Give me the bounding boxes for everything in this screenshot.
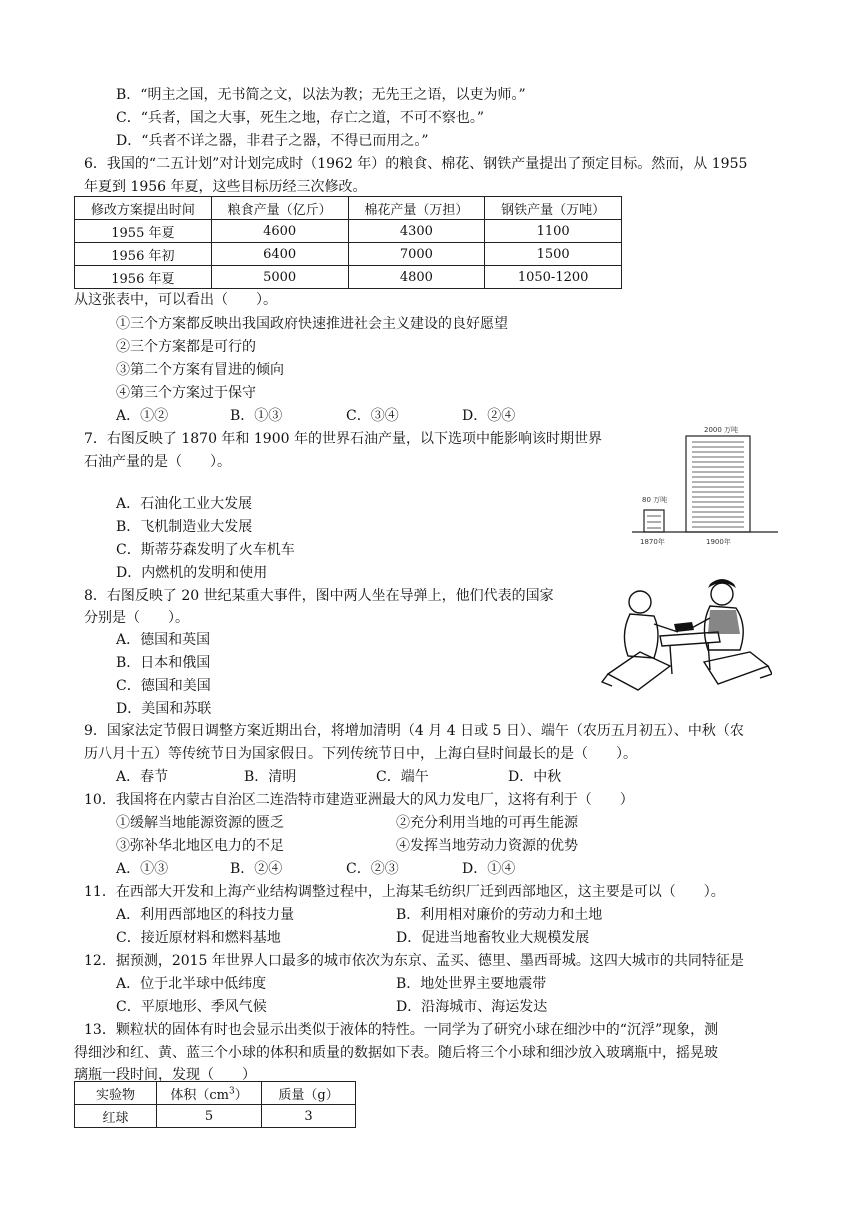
q6-table (74, 196, 622, 289)
table-row (75, 266, 622, 289)
bar-label-1870: 80 万吨 (642, 496, 668, 504)
table-cell: 红球 (75, 1105, 157, 1128)
q11-option-a: A．利用西部地区的科技力量 (116, 907, 295, 923)
q12-option-c: C．平原地形、季风气候 (116, 999, 267, 1015)
q7-option-a: A．石油化工业大发展 (116, 496, 253, 512)
q5-option-d: D．“兵者不详之器，非君子之器，不得已而用之。” (116, 133, 429, 149)
table-header: 质量（g） (262, 1082, 356, 1105)
q13-stem-line2: 得细沙和红、黄、蓝三个小球的体积和质量的数据如下表。随后将三个小球和细沙放入玻璃瓶中，摇晃玻 (74, 1045, 718, 1061)
q10-statement-1: ①缓解当地能源资源的匮乏 (116, 815, 284, 831)
table-cell: 4800 (348, 266, 485, 289)
year-label-1900: 1900年 (706, 538, 731, 546)
q13-table (74, 1081, 356, 1128)
q12-option-d: D．沿海城市、海运发达 (396, 999, 548, 1015)
q10-stem: 10．我国将在内蒙古自治区二连浩特市建造亚洲最大的风力发电厂，这将有利于（ ） (84, 792, 634, 808)
q12-stem: 12．据预测，2015 年世界人口最多的城市依次为东京、孟买、德里、墨西哥城。这四大城市的共同特征是 (84, 953, 744, 969)
q6-statement-4: ④第三个方案过于保守 (116, 385, 256, 401)
table-row (75, 220, 622, 243)
table-header: 修改方案提出时间 (75, 197, 212, 220)
bar-1900-hatching (692, 442, 744, 527)
q10-option-d: D．①④ (462, 861, 516, 877)
q10-option-a: A．①③ (116, 861, 169, 877)
left-figure-head (629, 591, 651, 613)
q6-statement-2: ②三个方案都是可行的 (116, 339, 256, 355)
table-cell: 5000 (211, 266, 348, 289)
right-missile (704, 652, 768, 684)
table-header: 实验物 (75, 1082, 157, 1105)
q8-option-b: B．日本和俄国 (116, 655, 211, 671)
table-row (75, 243, 622, 266)
q8-stem-line1: 8．右图反映了 20 世纪某重大事件，图中两人坐在导弹上，他们代表的国家 (84, 588, 554, 604)
bar-1900 (686, 436, 750, 532)
q6-question: 从这张表中，可以看出（ ）。 (74, 292, 277, 308)
q9-option-a: A．春节 (116, 769, 169, 785)
table-cell: 4600 (211, 220, 348, 243)
q5-option-b: B．“明主之国，无书简之文，以法为教；无先王之语，以吏为师。” (116, 87, 526, 103)
oil-production-figure (630, 420, 780, 550)
q10-statement-4: ④发挥当地劳动力资源的优势 (396, 838, 578, 854)
table-cell: 1955 年夏 (75, 220, 212, 243)
q6-stem-line2: 年夏到 1956 年夏，这些目标历经三次修改。 (84, 179, 367, 195)
q8-option-a: A．德国和英国 (116, 632, 211, 648)
q6-statement-1: ①三个方案都反映出我国政府快速推进社会主义建设的良好愿望 (116, 316, 508, 332)
q8-option-c: C．德国和美国 (116, 678, 211, 694)
q5-option-c: C．“兵者，国之大事，死生之地，存亡之道，不可不察也。” (116, 110, 485, 126)
missile-cartoon-figure (600, 574, 772, 694)
table-cell: 3 (262, 1105, 356, 1128)
q8-option-d: D．美国和苏联 (116, 701, 212, 717)
q11-option-c: C．接近原材料和燃料基地 (116, 930, 281, 946)
q7-option-d: D．内燃机的发明和使用 (116, 565, 268, 581)
left-figure-body (624, 614, 658, 658)
q12-option-b: B．地处世界主要地震带 (396, 976, 547, 992)
q6-stem-line1: 6．我国的“二五计划”对计划完成时（1962 年）的粮食、棉花、钢铁产量提出了预定目标。然而，从 1955 (84, 156, 748, 172)
q9-option-c: C．端午 (376, 769, 429, 785)
q10-option-b: B．②④ (230, 861, 283, 877)
q7-stem-line1: 7．右图反映了 1870 年和 1900 年的世界石油产量，以下选项中能影响该时期世界 (84, 431, 602, 447)
table-header: 粮食产量（亿斤） (211, 197, 348, 220)
table-cell: 4300 (348, 220, 485, 243)
q6-option-a: A．①② (116, 408, 169, 424)
q10-option-c: C．②③ (346, 861, 399, 877)
table-cell: 1956 年初 (75, 243, 212, 266)
left-missile (608, 652, 670, 690)
q13-stem-line1: 13．颗粒状的固体有时也会显示出类似于液体的特性。一同学为了研究小球在细沙中的“沉浮”现象，测 (84, 1022, 719, 1038)
table-cell: 1956 年夏 (75, 266, 212, 289)
q10-statement-2: ②充分利用当地的可再生能源 (396, 815, 578, 831)
table-cell: 5 (156, 1105, 261, 1128)
table-cell: 1100 (485, 220, 622, 243)
table-header-row (75, 1082, 356, 1105)
bar-label-1900: 2000 万吨 (704, 426, 739, 434)
table (660, 632, 720, 646)
bar-1870 (644, 510, 664, 532)
q11-option-b: B．利用相对廉价的劳动力和土地 (396, 907, 603, 923)
q13-stem-line3: 璃瓶一段时间，发现（ ） (74, 1067, 256, 1083)
table-cell: 7000 (348, 243, 485, 266)
q7-option-c: C．斯蒂芬森发明了火车机车 (116, 542, 295, 558)
q7-stem-line2: 石油产量的是（ ）。 (84, 454, 231, 470)
q6-option-b: B．①③ (230, 408, 283, 424)
year-label-1870: 1870年 (640, 538, 665, 546)
q6-statement-3: ③第二个方案有冒进的倾向 (116, 362, 284, 378)
q11-option-d: D．促进当地畜牧业大规模发展 (396, 930, 590, 946)
q6-option-c: C．③④ (346, 408, 399, 424)
table-header: 钢铁产量（万吨） (485, 197, 622, 220)
q9-stem-line2: 历八月十五）等传统节日为国家假日。下列传统节日中，上海白昼时间最长的是（ ）。 (84, 746, 637, 762)
table-header-row (75, 197, 622, 220)
table-cell: 6400 (211, 243, 348, 266)
q7-option-b: B．飞机制造业大发展 (116, 519, 253, 535)
q9-option-b: B．清明 (244, 769, 297, 785)
q9-stem-line1: 9．国家法定节假日调整方案近期出台，将增加清明（4 月 4 日或 5 日）、端午（农历五月初五）、中秋（农 (84, 723, 744, 739)
q10-statement-3: ③弥补华北地区电力的不足 (116, 838, 284, 854)
table-cell: 1050-1200 (485, 266, 622, 289)
q6-option-d: D．②④ (462, 408, 516, 424)
q11-stem: 11．在西部大开发和上海产业结构调整过程中，上海某毛纺织厂迁到西部地区，这主要是可以（ ）。 (84, 884, 725, 900)
table-cell: 1500 (485, 243, 622, 266)
q9-option-d: D．中秋 (508, 769, 562, 785)
q12-option-a: A．位于北半球中低纬度 (116, 976, 267, 992)
table-row (75, 1105, 356, 1128)
table-header: 棉花产量（万担） (348, 197, 485, 220)
right-figure-head (711, 583, 733, 605)
q8-stem-line2: 分别是（ ）。 (84, 610, 189, 626)
table-header: 体积$(cm^3)$ (156, 1082, 261, 1105)
